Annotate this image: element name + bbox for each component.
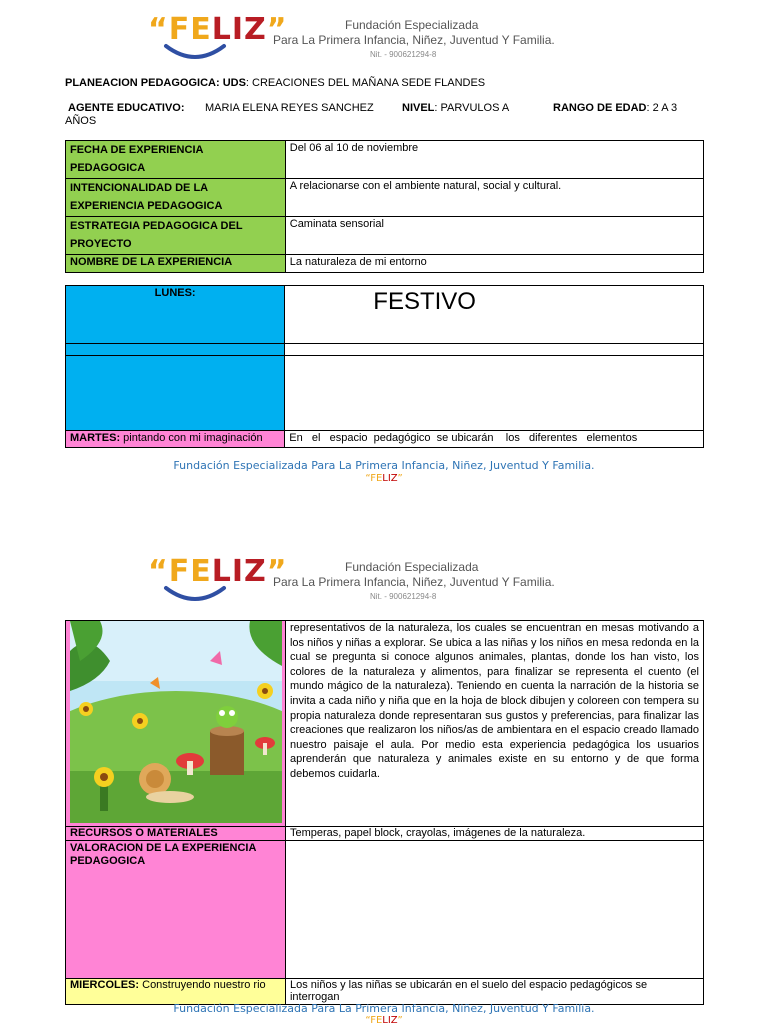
table-row [66,979,704,1005]
tuesday-title: pintando con mi imaginación [120,432,263,444]
nature-image-cell [66,621,286,827]
info-label: FECHA DE EXPERIENCIA PEDAGOGICA [66,141,286,179]
tuesday-text-start: En el espacio pedagógico se ubicarán los diferentes elementos [285,431,704,448]
info-label: ESTRATEGIA PEDAGOGICA DEL PROYECTO [66,217,286,255]
table-row [66,344,704,356]
header-logo [140,10,570,70]
age-wrap [553,102,677,114]
brand-quote-open: “ [148,554,169,589]
empty-cell [285,344,704,356]
org-name-line1: Fundación Especializada [345,18,479,32]
uds-label: : UDS [215,77,246,89]
days-table-page1 [65,285,704,448]
valuation-label: VALORACION DE LA EXPERIENCIA PEDAGOGICA [66,841,286,979]
brand-quote-open: “ [148,12,169,47]
level-value: : PARVULOS A [434,102,510,114]
tuesday-text-continued: representativos de la naturaleza, los cuales se encuentran en mesas motivando a los niños y niñas a explorar. Se ubica a las niñas y los niños en mesa redonda en la cual se pregunta si conoce algunos animales, plantas, donde los han visto, los colores de la naturaleza y alimentos, para finalizar se representa el cuento (el mundo mágico de la naturaleza). Teniendo en cuenta la narración de la historia se invita a cada niño y niña que en la hoja de block dibujen y coloreen con tempera su propia naturaleza donde representaran sus gustos y preferencias, para finalizar las creaciones que realizaron los niños/as de ambientara en el espacio creado llamado nuestro paisaje el aula. Por medio esta experiencia pedagógica los usuarios aprenderán que naturaleza y animales existe en su entorno y de que forma debemos cuidarla. [285,621,703,827]
brand-quote-close: ” [266,554,288,589]
footer-brand-q1: “ [365,1015,371,1026]
tuesday-label: MARTES: [70,432,121,444]
monday-spacer [66,344,285,356]
smile-icon [162,584,228,606]
agent-label: AGENTE EDUCATIVO: [68,102,185,114]
table-row [66,255,704,273]
footer-brand-q1: “ [365,473,371,484]
uds-value: : CREACIONES DEL MAÑANA SEDE FLANDES [245,77,486,89]
wednesday-title: Construyendo nuestro rio [139,979,266,991]
org-name-line2: Para La Primera Infancia, Niñez, Juventud Y Familia. [273,33,555,47]
level-label: NIVEL [402,102,435,114]
wednesday-text: Los niños y las niñas se ubicarán en el suelo del espacio pedagógicos se interrogan [285,979,703,1005]
footer-brand-liz: LIZ [382,473,398,484]
level-wrap [402,102,509,114]
brand-fe: FE [168,12,212,47]
table-row [66,431,704,448]
nature-illustration-icon [70,621,282,823]
wednesday-label: MIERCOLES: [70,979,140,991]
info-value: La naturaleza de mi entorno [285,255,703,273]
org-name-line1: Fundación Especializada [345,560,479,574]
resources-value: Temperas, papel block, crayolas, imágenes de la naturaleza. [285,827,703,841]
monday-block [66,356,285,431]
brand-fe: FE [168,554,212,589]
org-nit: Nit. - 900621294-8 [370,50,437,59]
table-row [66,841,704,979]
table-row [66,141,704,179]
org-nit: Nit. - 900621294-8 [370,592,437,601]
info-value: Caminata sensorial [285,217,703,255]
wednesday-label-cell [66,979,286,1005]
footer-brand-q2: ” [397,1015,403,1026]
footer-brand [0,473,768,484]
info-value: A relacionarse con el ambiente natural, social y cultural. [285,179,703,217]
info-label: INTENCIONALIDAD DE LA EXPERIENCIA PEDAGOGICA [66,179,286,217]
footer-brand-fe: FE [370,473,383,484]
table-row [66,827,704,841]
days-table-page2 [65,620,704,1005]
agent-label-wrap [68,102,185,114]
brand-liz: LIZ [211,554,267,589]
footer-text: Fundación Especializada Para La Primera Infancia, Niñez, Juventud Y Familia. [173,1002,595,1015]
table-row [66,286,704,344]
empty-cell [285,356,704,431]
valuation-value [285,841,703,979]
info-value: Del 06 al 10 de noviembre [285,141,703,179]
table-row [66,217,704,255]
footer-brand-q2: ” [397,473,403,484]
resources-label: RECURSOS O MATERIALES [66,827,286,841]
tuesday-label-cell [66,431,285,448]
footer-brand-fe: FE [370,1015,383,1026]
smile-icon [162,42,228,64]
info-label: NOMBRE DE LA EXPERIENCIA [66,255,286,273]
footer-brand [0,1015,768,1026]
table-row [66,621,704,827]
footer-text: Fundación Especializada Para La Primera Infancia, Niñez, Juventud Y Familia. [173,459,595,472]
org-name-line2: Para La Primera Infancia, Niñez, Juventud Y Familia. [273,575,555,589]
info-table [65,140,704,273]
age-value: : 2 A 3 [646,102,678,114]
table-row [66,356,704,431]
agent-value: MARIA ELENA REYES SANCHEZ [205,102,374,114]
plan-label: PLANEACION PEDAGOGICA [65,77,216,89]
header-logo-page2 [140,552,570,612]
age-label: RANGO DE EDAD [553,102,647,114]
monday-value: FESTIVO [285,286,704,344]
footer-brand-liz: LIZ [382,1015,398,1026]
brand-liz: LIZ [211,12,267,47]
age-unit: AÑOS [65,115,97,127]
brand-quote-close: ” [266,12,288,47]
plan-line [65,77,485,89]
monday-label: LUNES: [66,286,285,344]
table-row [66,179,704,217]
